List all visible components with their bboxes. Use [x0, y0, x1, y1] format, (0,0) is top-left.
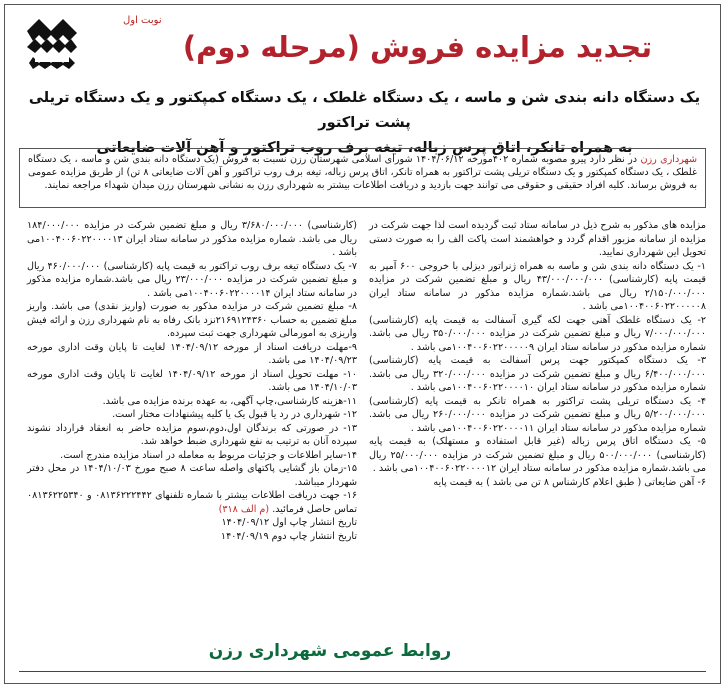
notice-text: در نظر دارد پیرو مصوبه شماره ۴۰۲مورخه ۱۴۰۴/۰۶/۱۲ شورای اسلامی شهرستان رزن نسبت به فروش (یک دستگاه دانه بندی شن و ماسه ، یک دستگاه غلطک ، یک دستگاه کمپکتور و یک دستگاه تریلی پشت تراکتور به همراه تانکر، اتاق پرس زباله، تیغه برف روب تراکتور و آهن آلات ضایعاتی ۸ تن) از طریق مزایده عمومی به فروش برساند. کلیه افراد حقیقی و حقوقی می توانند جهت بازدید و دریافت اطلاعات بیشتر به شهرداری رزن به نشانی شهرستان رزن میدان شهداء مراجعه نمایند.	[28, 154, 697, 191]
item-16-text: ۱۶- جهت دریافت اطلاعات بیشتر با شماره تلفنهای ۰۸۱۳۶۲۲۲۴۴۲ و ۰۸۱۳۶۲۲۵۳۴۰ تماس حاصل فرمائید.	[27, 490, 357, 515]
bottom-divider	[19, 671, 706, 672]
right-column	[369, 219, 706, 489]
item-5: ۵- یک دستگاه اتاق پرس زباله (غیر قابل استفاده و مستهلک) به قیمت پایه (کارشناسی) ۵۰۰/۰۰۰/۰۰۰ ریال و مبلغ تضمین شرکت در مزایده ۲۵/۰۰۰/۰۰۰ ریال می باشد.شماره مزایده مذکور در سامانه ستاد ایران ۱۰۰۴۰۰۶۰۲۲۰۰۰۰۱۲می باشد .	[369, 436, 706, 474]
ad-code: (م الف ۳۱۸)	[218, 503, 270, 515]
item-8: ۸- مبلغ تضمین شرکت در مزایده مذکور به صورت (واریز نقدی) می باشد. واریز مبلغ تضمین به حساب ۲۱۶۹۱۲۴۳۶۰نزد بانک رفاه به نام شهرداری رزن و ارائه فیش واریزی به امورمالی شهرداری جهت ثبت سپرده.	[27, 301, 357, 339]
municipality-logo	[19, 13, 85, 79]
footer-signature: روابط عمومی شهرداری رزن	[208, 641, 452, 661]
item-14: ۱۴-سایر اطلاعات و جزئیات مربوط به معامله در اسناد مزایده مندرج است.	[60, 449, 357, 461]
item-15: ۱۵-زمان باز گشایی پاکتهای واصله ساعت ۸ صبح مورخ ۱۴۰۴/۱۰/۰۳ در محل دفتر شهردار میباشد.	[27, 463, 357, 488]
item-1: ۱- یک دستگاه دانه بندی شن و ماسه به همراه ژنراتور دیزلی با خروجی ۶۰۰ آمپر به قیمت پایه (کارشناسی) ۴۳/۰۰۰/۰۰۰/۰۰۰ ریال و مبلغ تضمین شرکت در مزایده ۲/۱۵۰/۰۰۰/۰۰۰ ریال می باشد.شماره مزایده مذکور در سامانه ستاد ایران ۱۰۰۴۰۰۶۰۲۲۰۰۰۰۰۸می باشد .	[369, 260, 707, 312]
item-7: ۷- یک دستگاه تیغه برف روب تراکتور به قیمت پایه (کارشناسی) ۴۶۰/۰۰۰/۰۰۰ ریال و مبلغ تضمین شرکت در مزایده ۲۳/۰۰۰/۰۰۰ ریال می باشد.شماره مزایده مذکور در سامانه ستاد ایران ۱۰۰۴۰۰۶۰۲۲۰۰۰۰۱۴می باشد .	[27, 260, 357, 299]
paragraph: مزایده های مذکور به شرح ذیل در سامانه ستاد ثبت گردیده است لذا جهت شرکت در مزایده از سامانه مزبور اقدام گردد و خواهشمند است پاکت الف را به صورت دستی تحویل این شهرداری نمایید.	[369, 220, 706, 258]
item-9: ۹-مهلت دریافت اسناد از مورخه ۱۴۰۴/۰۹/۱۲ لغایت تا پایان وقت اداری مورخه ۱۴۰۴/۰۹/۲۳ می باشد.	[27, 341, 357, 366]
item-6: ۶- آهن ضایعاتی ( طبق اعلام کارشناس ۸ تن می باشد ) به قیمت پایه	[433, 476, 706, 488]
subtitle-line: به همراه تانکر، اتاق پرس زباله، تیغه برف روب تراکتور و آهن آلات ضایعاتی	[96, 139, 633, 156]
notice-box	[19, 148, 706, 208]
publish-second: تاریخ انتشار چاپ دوم ۱۴۰۴/۰۹/۱۹	[220, 530, 357, 542]
item-2: ۲- یک دستگاه غلطک آهنی جهت لکه گیری آسفالت به قیمت پایه (کارشناسی) ۷/۰۰۰/۰۰۰/۰۰۰ ریال و مبلغ تضمین شرکت در مزایده ۳۵۰/۰۰۰/۰۰۰ ریال می باشد. شماره مزایده مذکور در سامانه ستاد ایران ۱۰۰۴۰۰۶۰۲۲۰۰۰۰۰۹می باشد .	[369, 314, 706, 353]
item-13: ۱۳- در صورتی که برندگان اول،دوم،سوم مزایده حاضر به انعقاد قرارداد نشوند سپرده آنان به ترتیب به نفع شهرداری ضبط خواهد شد.	[27, 422, 357, 447]
item-3: ۳- یک دستگاه کمپکتور جهت پرس آسفالت به قیمت پایه (کارشناسی) ۶/۴۰۰/۰۰۰/۰۰۰ ریال و مبلغ تضمین شرکت در مزایده ۳۲۰/۰۰۰/۰۰۰ ریال می باشد. شماره مزایده مذکور در سامانه ستاد ایران ۱۰۰۴۰۰۶۰۲۲۰۰۰۰۱۰می باشد .	[369, 355, 706, 393]
left-column	[27, 219, 357, 543]
publish-first: تاریخ انتشار چاپ اول ۱۴۰۴/۰۹/۱۲	[221, 517, 357, 528]
newspaper-ad	[4, 4, 721, 684]
item-10: ۱۰- مهلت تحویل اسناد از مورخه ۱۴۰۴/۰۹/۱۲ لغایت تا پایان وقت اداری مورخه ۱۴۰۴/۱۰/۰۳ می باشد.	[27, 368, 357, 393]
notice-org: شهرداری رزن	[640, 154, 697, 165]
item-16	[27, 489, 357, 516]
item-6-continued: (کارشناسی) ۳/۶۸۰/۰۰۰/۰۰۰ ریال و مبلغ تضمین شرکت در مزایده ۱۸۴/۰۰۰/۰۰۰ ریال می باشد. شماره مزایده مذکور در سامانه ستاد ایران ۱۰۰۴۰۰۶۰۲۲۰۰۰۰۱۳می باشد .	[27, 220, 357, 258]
item-11: ۱۱-هزینه کارشناسی،چاپ آگهی، به عهده برنده مزایده می باشد.	[102, 395, 357, 407]
subtitle-line: یک دستگاه دانه بندی شن و ماسه ، یک دستگاه غلطک ، یک دستگاه کمپکتور و یک دستگاه تریلی پشت تراکتور	[28, 89, 701, 131]
item-12: ۱۲- شهرداری در رد یا قبول یک یا کلیه پیشنهادات مختار است.	[112, 409, 357, 420]
ad-title: تجدید مزایده فروش (مرحله دوم)	[182, 30, 653, 64]
turn-label: نوبت اول	[123, 15, 162, 26]
item-4: ۴- یک دستگاه تریلی پشت تراکتور به همراه تانکر به قیمت پایه (کارشناسی) ۵/۲۰۰/۰۰۰/۰۰۰ ریال و مبلغ تضمین شرکت در مزایده ۲۶۰/۰۰۰/۰۰۰ ریال می باشد. شماره مزایده مذکور در سامانه ستاد ایران ۱۰۰۴۰۰۶۰۲۲۰۰۰۰۱۱می باشد .	[369, 395, 706, 434]
